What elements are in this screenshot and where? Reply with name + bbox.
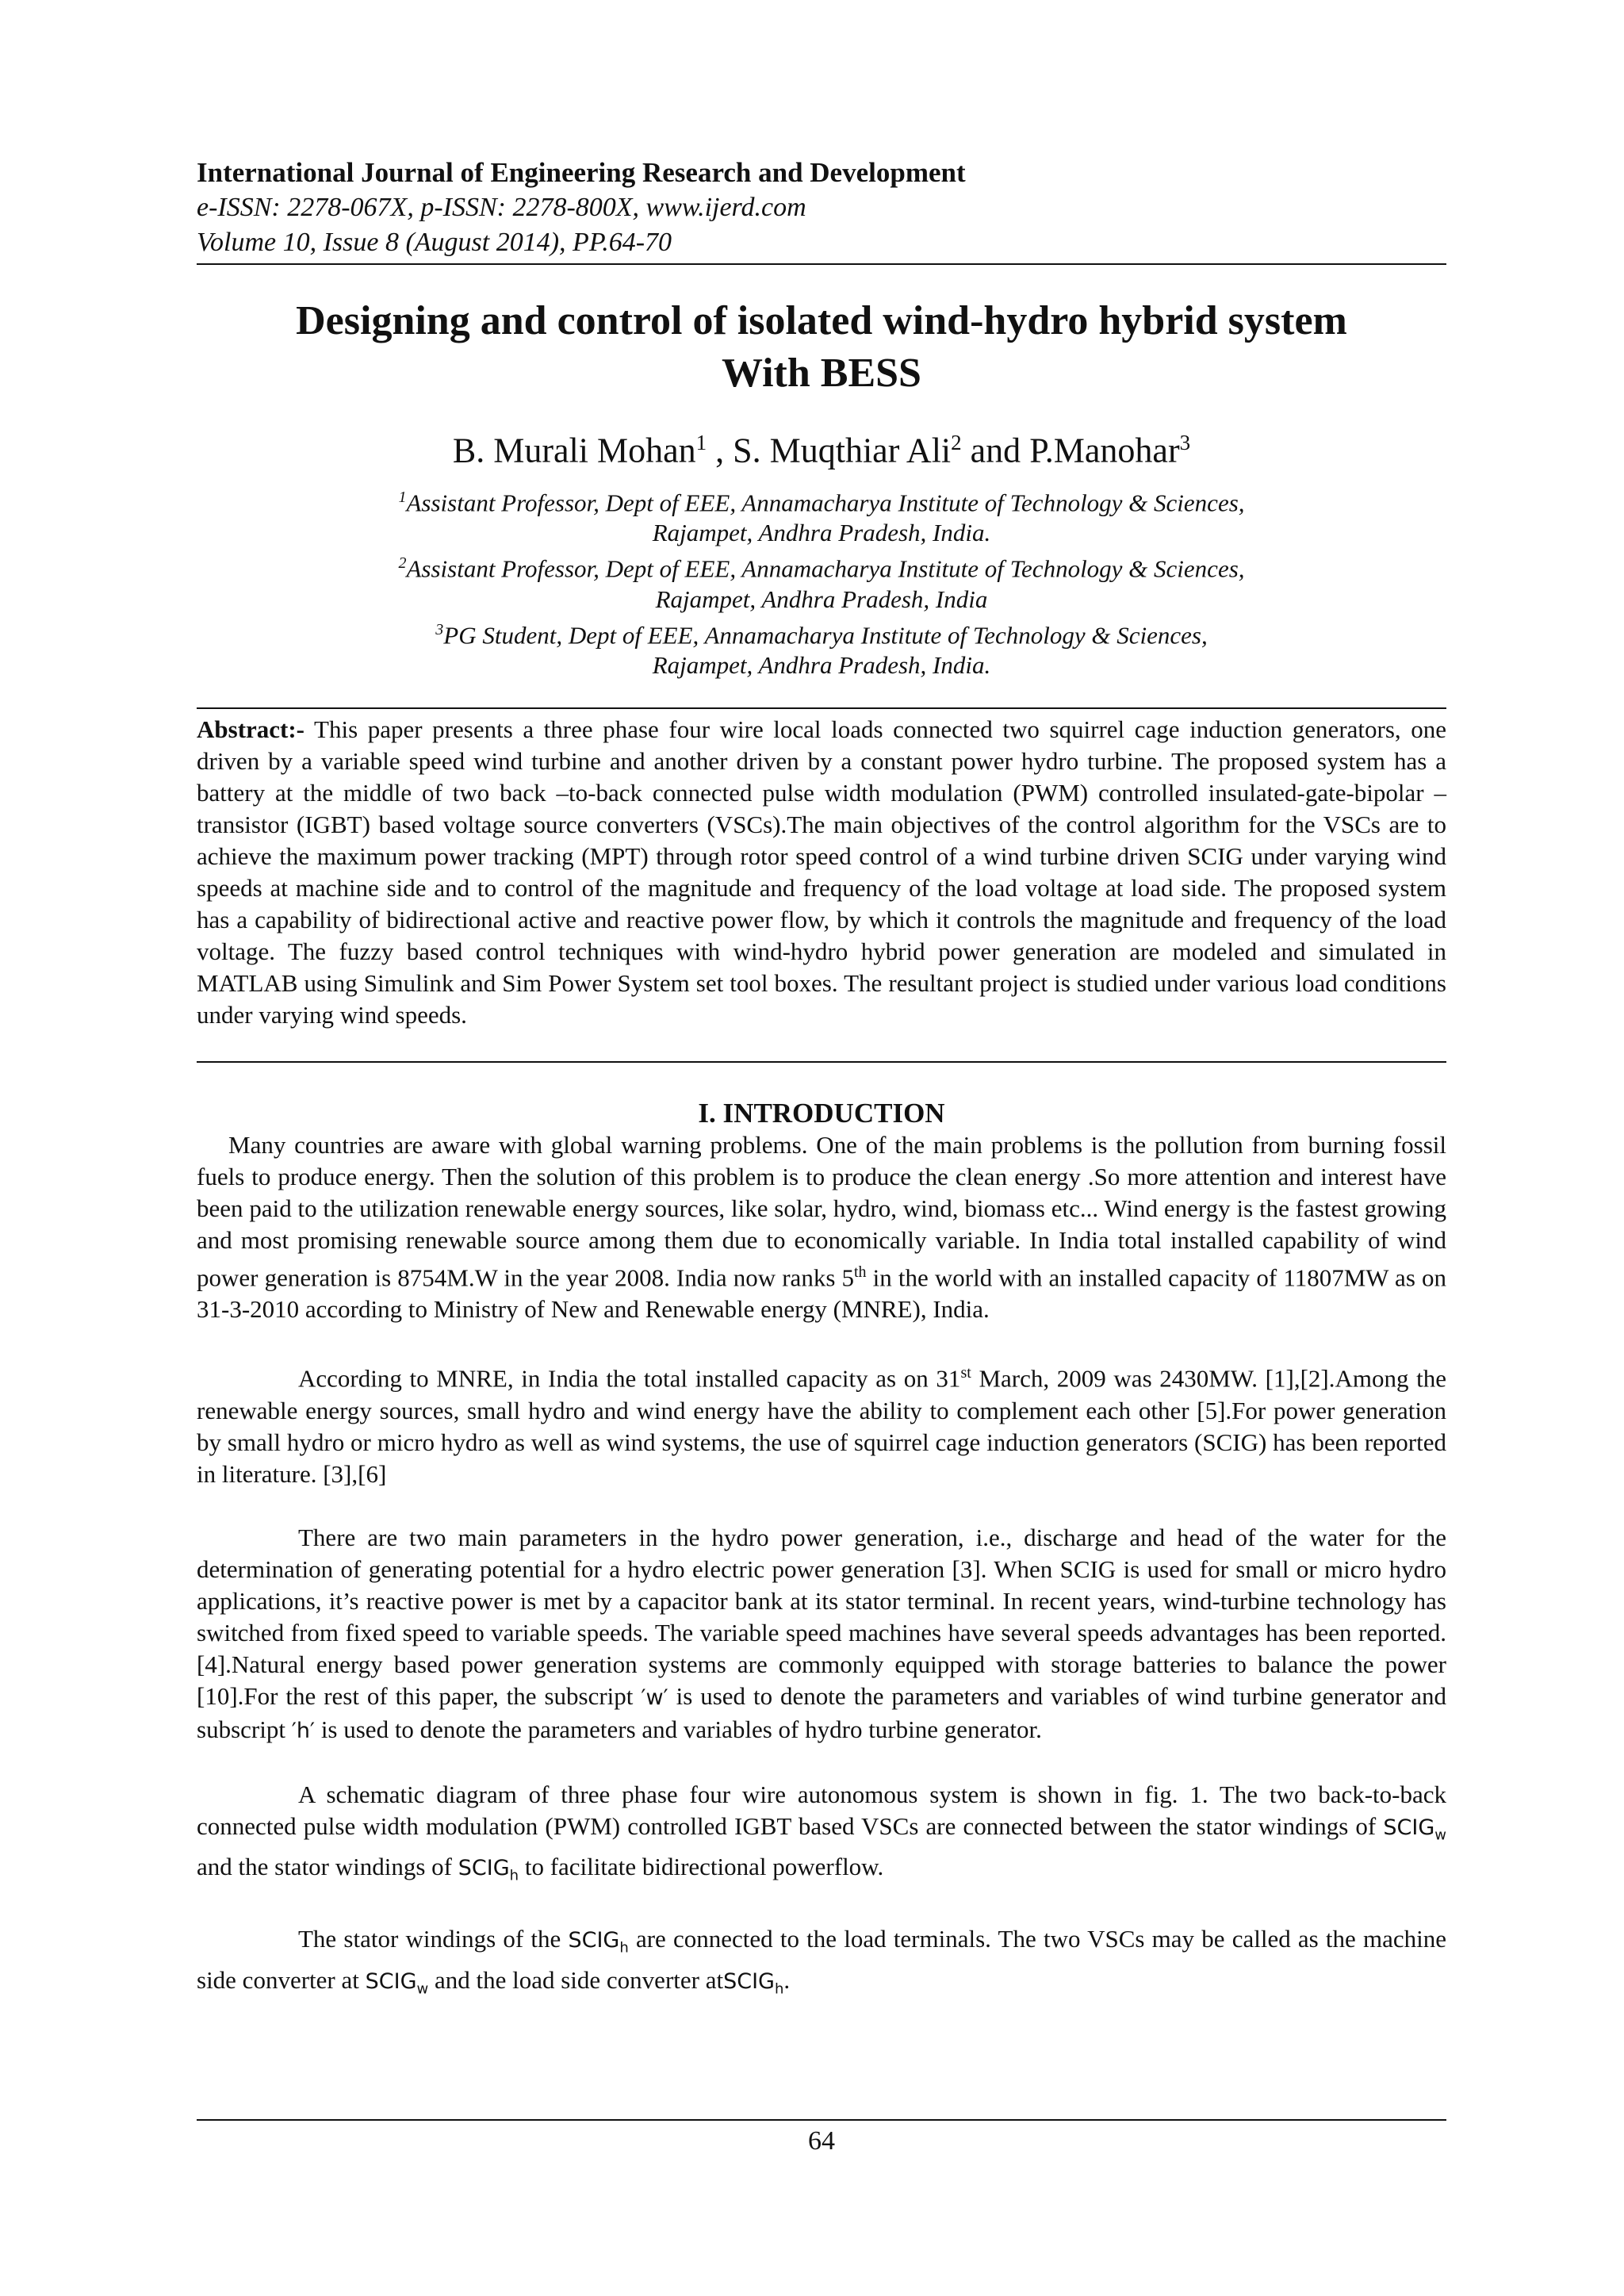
author-name: S. Muqthiar Ali (733, 431, 952, 470)
paragraph-1 (197, 1129, 1446, 1325)
paragraph-text: Many countries are aware with global warning problems. One of the main problems is the pollution from burning fossil fuels to produce energy. Then the solution of this problem is to produce the clean energy .So more attention and interest have been paid to the utilization renewable energy sources, like solar, hydro, wind, biomass etc... Wind energy is the fastest growing and most promising renewable source among them due to economically variable. In India total installed capability of wind power generation is 8754M.W in the year 2008. India now ranks 5 (197, 1131, 1446, 1292)
journal-volume-issue: Volume 10, Issue 8 (197, 228, 406, 257)
author-name: B. Murali Mohan (452, 431, 696, 470)
math-scig-h (458, 1856, 519, 1884)
journal-name: International Journal of Engineering Research and Development (197, 157, 966, 188)
abstract-top-rule (197, 707, 1446, 709)
author-sup: 1 (695, 431, 707, 454)
math-scig: SCIG (365, 1968, 417, 1994)
author-sup: 3 (1179, 431, 1191, 454)
paragraph-text: is used to denote the parameters and variables of wind turbine generator and subscript (197, 1681, 1446, 1743)
title-line-2: With BESS (722, 351, 921, 396)
author-list (197, 420, 1446, 473)
author-name: P.Manohar (1029, 431, 1180, 470)
math-sub: h (619, 1939, 629, 1957)
paragraph-text: are connected to the load terminals. The two VSCs may be called as the machine side converter at (197, 1925, 1446, 1994)
affiliation-1-line-2: Rajampet, Andhra Pradesh, India. (652, 519, 991, 547)
math-scig-w (365, 1968, 429, 1998)
math-sub: w (416, 1980, 429, 1998)
journal-issn: e-ISSN: 2278-067X, p-ISSN: 2278-800X, www.ijerd.com (197, 193, 806, 222)
affiliation-list (197, 482, 1446, 680)
journal-volume (197, 225, 1446, 260)
math-scig: SCIG (458, 1856, 510, 1881)
abstract-text: This paper presents a three phase four wire local loads connected two squirrel cage induction generators, one driven by a variable speed wind turbine and another driven by a constant power hydro turbine. The proposed system has a battery at the middle of two back –to-back connected pulse width modulation (PWM) controlled insulated-gate-bipolar –transistor (IGBT) based voltage source converters (VSCs).The main objectives of the control algorithm for the VSCs are to achieve the maximum power tracking (MPT) through rotor speed control of a wind turbine driven SCIG under varying wind speeds at machine side and to control of the magnitude and frequency of the load voltage at load side. The proposed system has a capability of bidirectional active and reactive power flow, by which it controls the magnitude and frequency of the load voltage. The fuzzy based control techniques with wind-hydro hybrid power generation are modeled and simulated in MATLAB using Simulink and Sim Power System set tool boxes. The resultant project is studied under various load conditions under varying wind speeds. (197, 715, 1446, 1029)
paragraph-2 (197, 1357, 1446, 1489)
affiliation-1-line-1 (197, 482, 1446, 518)
paragraph-text: According to MNRE, in India the total installed capacity as on 31 (298, 1364, 961, 1393)
superscript: st (960, 1364, 971, 1382)
math-scig: SCIG (723, 1968, 775, 1994)
journal-issue-date-pages: (August 2014), PP.64-70 (405, 228, 672, 257)
journal-header (197, 155, 1446, 260)
abstract (197, 714, 1446, 1031)
math-scig: SCIG (568, 1928, 620, 1953)
paragraph-text: and the load side converter at (428, 1965, 724, 1994)
paragraph-3 (197, 1522, 1446, 1747)
section-heading-introduction: I. INTRODUCTION (698, 1098, 945, 1129)
header-rule (197, 263, 1446, 265)
math-sub: w (1434, 1826, 1446, 1844)
superscript: th (854, 1263, 867, 1281)
affiliation-2-line-2: Rajampet, Andhra Pradesh, India (655, 585, 988, 613)
paragraph-text: and the stator windings of (197, 1853, 458, 1881)
paragraph-5 (197, 1923, 1446, 2005)
paragraph-text: March, 2009 was 2430MW. [1],[2].Among the renewable energy sources, small hydro and wind energy have the ability to complement each other [5].For power generation by small hydro or micro hydro as well as wind systems, the use of squirrel cage induction generators (SCIG) has been reported in literature. [3],[6] (197, 1364, 1446, 1488)
paper-title (197, 295, 1446, 400)
affiliation-text: Assistant Professor, Dept of EEE, Annamacharya Institute of Technology & Sciences, (406, 554, 1245, 583)
math-sub: h (509, 1867, 519, 1884)
math-scig-w (1383, 1815, 1446, 1844)
affiliation-sup: 3 (435, 620, 444, 638)
author-sup: 2 (951, 431, 962, 454)
author-separator: and (961, 431, 1030, 470)
affiliation-text: Assistant Professor, Dept of EEE, Annamacharya Institute of Technology & Sciences, (406, 489, 1245, 517)
math-scig: SCIG (1383, 1815, 1435, 1840)
abstract-bottom-rule (197, 1061, 1446, 1063)
math-scig-h (723, 1968, 784, 1998)
paragraph-text: There are two main parameters in the hydro power generation, i.e., discharge and head of the water for the determination of generating potential for a hydro electric power generation [3]. When SCIG is used for small or micro hydro applications, it’s reactive power is met by a capacitor bank at its stator terminal. In recent years, wind-turbine technology has switched from fixed speed to variable speeds. The variable speed machines have several speeds advantages has been reported.[4].Natural energy based power generation systems are commonly equipped with storage batteries to balance the power [10].For the rest of this paper, the subscript (197, 1523, 1446, 1710)
paragraph-text: The stator windings of the (298, 1925, 569, 1953)
paragraph-text: . (783, 1965, 791, 1994)
math-sub: h (774, 1980, 784, 1998)
title-line-1: Designing and control of isolated wind-hydro hybrid system (296, 298, 1347, 343)
footer-rule (197, 2119, 1446, 2121)
affiliation-2-line-1 (197, 548, 1446, 584)
introduction-body (197, 1129, 1446, 2037)
affiliation-sup: 1 (398, 489, 407, 506)
paragraph-text: is used to denote the parameters and variables of hydro turbine generator. (315, 1715, 1042, 1743)
math-symbol-h: ′h′ (291, 1718, 316, 1743)
paragraph-text: to facilitate bidirectional powerflow. (519, 1853, 884, 1881)
math-symbol-w: ′w′ (641, 1685, 668, 1710)
affiliation-3-line-2: Rajampet, Andhra Pradesh, India. (652, 650, 991, 679)
author-separator: , (707, 431, 733, 470)
affiliation-text: PG Student, Dept of EEE, Annamacharya Institute of Technology & Sciences, (443, 620, 1208, 649)
paragraph-4 (197, 1779, 1446, 1892)
affiliation-3-line-1 (197, 615, 1446, 650)
affiliation-sup: 2 (398, 554, 407, 573)
paragraph-text: in the world with an installed capacity of 11807MW as on 31-3-2010 according to Ministry of New and Renewable energy (MNRE), India. (197, 1263, 1446, 1324)
abstract-label: Abstract:- (197, 715, 305, 743)
paragraph-text: A schematic diagram of three phase four wire autonomous system is shown in fig. 1. The two back-to-back connected pulse width modulation (PWM) controlled IGBT based VSCs are connected between the stator windings of (197, 1780, 1446, 1840)
page-number: 64 (808, 2126, 835, 2156)
math-scig-h (568, 1928, 629, 1957)
